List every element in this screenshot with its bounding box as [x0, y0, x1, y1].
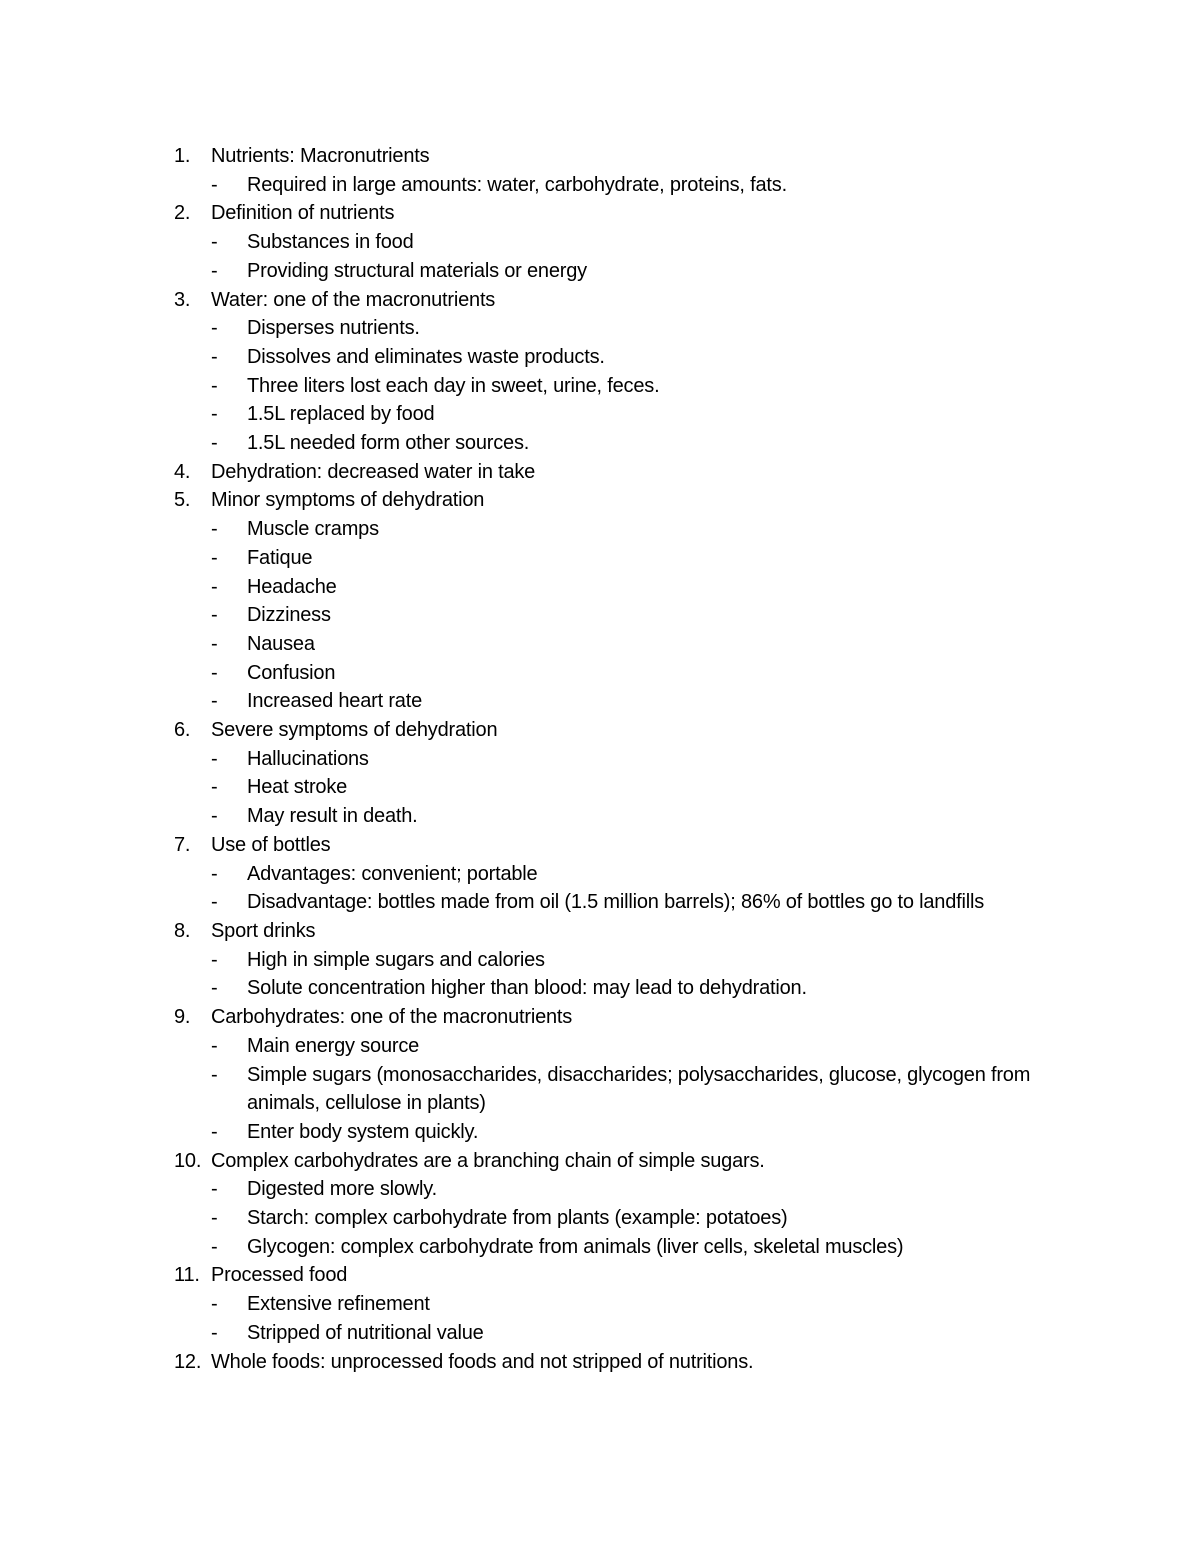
item-text: Carbohydrates: one of the macronutrients — [211, 1006, 573, 1029]
sub-item-text: Heat stroke — [247, 776, 348, 799]
sub-list-item — [174, 687, 1054, 716]
item-text: Whole foods: unprocessed foods and not stripped of nutritions. — [211, 1350, 754, 1373]
sub-item-text: Headache — [247, 575, 337, 598]
sub-list-item — [174, 745, 1054, 774]
sub-list-item — [174, 1204, 1054, 1233]
sub-list-item — [174, 544, 1054, 573]
sub-list-item — [174, 400, 1054, 429]
sub-list-item — [174, 1233, 1054, 1262]
item-number: 12. — [174, 1350, 202, 1373]
list-item-heading — [174, 1003, 1054, 1032]
sub-list-item — [174, 1290, 1054, 1319]
sub-list — [174, 745, 1054, 831]
dash-bullet: - — [211, 805, 218, 828]
sub-item-text: Providing structural materials or energy — [247, 259, 587, 282]
sub-list-item — [174, 601, 1054, 630]
sub-list-item — [174, 802, 1054, 831]
list-item — [174, 458, 1054, 487]
list-item-heading — [174, 1348, 1054, 1377]
item-number: 3. — [174, 288, 191, 311]
sub-list-item — [174, 372, 1054, 401]
sub-list — [174, 314, 1054, 458]
dash-bullet: - — [211, 317, 218, 340]
sub-list-item — [174, 1032, 1054, 1061]
sub-list-item — [174, 573, 1054, 602]
dash-bullet: - — [211, 1293, 218, 1316]
dash-bullet: - — [211, 259, 218, 282]
sub-item-text: 1.5L needed form other sources. — [247, 432, 530, 455]
list-item — [174, 831, 1054, 917]
sub-item-text: High in simple sugars and calories — [247, 948, 545, 971]
list-item — [174, 142, 1054, 199]
dash-bullet: - — [211, 575, 218, 598]
sub-list-item — [174, 343, 1054, 372]
list-item — [174, 917, 1054, 1003]
dash-bullet: - — [211, 1321, 218, 1344]
sub-item-text: Stripped of nutritional value — [247, 1321, 484, 1344]
item-text: Definition of nutrients — [211, 202, 395, 225]
item-number: 5. — [174, 489, 191, 512]
item-text: Nutrients: Macronutrients — [211, 145, 430, 167]
list-item — [174, 486, 1054, 716]
item-text: Severe symptoms of dehydration — [211, 719, 498, 742]
list-item — [174, 1003, 1054, 1147]
sub-item-text: Extensive refinement — [247, 1293, 430, 1316]
dash-bullet: - — [211, 403, 218, 426]
sub-item-text: Starch: complex carbohydrate from plants (example: potatoes) — [247, 1207, 788, 1230]
sub-item-text: Disadvantage: bottles made from oil (1.5 million barrels); 86% of bottles go to landfills — [247, 891, 985, 914]
dash-bullet: - — [211, 1034, 218, 1057]
item-number: 11. — [174, 1264, 200, 1287]
item-text: Dehydration: decreased water in take — [211, 460, 536, 483]
sub-item-text: Confusion — [247, 661, 336, 684]
sub-item-text: Disperses nutrients. — [247, 317, 420, 340]
item-number: 2. — [174, 202, 191, 225]
list-item-heading — [174, 458, 1054, 487]
dash-bullet: - — [211, 747, 218, 770]
sub-item-text: Increased heart rate — [247, 690, 422, 713]
item-number: 9. — [174, 1006, 191, 1029]
sub-item-text: Enter body system quickly. — [247, 1120, 479, 1143]
sub-list-item — [174, 171, 1054, 200]
sub-list — [174, 228, 1054, 285]
item-text: Processed food — [211, 1264, 348, 1287]
item-number: 1. — [174, 145, 191, 167]
list-item-heading — [174, 917, 1054, 946]
sub-list — [174, 171, 1054, 200]
sub-list — [174, 1290, 1054, 1347]
dash-bullet: - — [211, 1120, 218, 1143]
sub-list-item — [174, 1118, 1054, 1147]
sub-list-item — [174, 515, 1054, 544]
item-number: 6. — [174, 719, 191, 742]
sub-item-text: Digested more slowly. — [247, 1178, 437, 1201]
dash-bullet: - — [211, 604, 218, 627]
dash-bullet: - — [211, 690, 218, 713]
sub-list-item — [174, 659, 1054, 688]
sub-item-text: Muscle cramps — [247, 518, 379, 541]
sub-list-item — [174, 860, 1054, 889]
dash-bullet: - — [211, 891, 218, 914]
list-item — [174, 286, 1054, 458]
sub-list-item — [174, 946, 1054, 975]
list-item — [174, 1147, 1054, 1262]
dash-bullet: - — [211, 632, 218, 655]
dash-bullet: - — [211, 1235, 218, 1258]
dash-bullet: - — [211, 862, 218, 885]
dash-bullet: - — [211, 231, 218, 254]
sub-item-text: Fatique — [247, 546, 313, 569]
dash-bullet: - — [211, 661, 218, 684]
dash-bullet: - — [211, 374, 218, 397]
sub-list-item — [174, 429, 1054, 458]
item-number: 10. — [174, 1149, 202, 1172]
item-number: 7. — [174, 833, 191, 856]
item-number: 8. — [174, 919, 191, 942]
sub-item-text: Nausea — [247, 632, 315, 655]
dash-bullet: - — [211, 345, 218, 368]
dash-bullet: - — [211, 776, 218, 799]
sub-item-text: Main energy source — [247, 1034, 420, 1057]
sub-list — [174, 860, 1054, 917]
sub-list-item — [174, 257, 1054, 286]
sub-list-item — [174, 314, 1054, 343]
dash-bullet: - — [211, 1063, 218, 1086]
sub-list — [174, 515, 1054, 716]
list-item-heading — [174, 142, 1054, 171]
sub-item-text: Hallucinations — [247, 747, 369, 770]
sub-item-text: Dizziness — [247, 604, 331, 627]
list-item-heading — [174, 716, 1054, 745]
sub-item-text: Simple sugars (monosaccharides, disaccharides; polysaccharides, glucose, glycogen from animals, cellulose in plants) — [247, 1063, 1031, 1115]
sub-list — [174, 1032, 1054, 1147]
sub-list-item — [174, 1319, 1054, 1348]
list-item-heading — [174, 831, 1054, 860]
sub-list-item — [174, 1061, 1054, 1118]
dash-bullet: - — [211, 977, 218, 1000]
item-text: Minor symptoms of dehydration — [211, 489, 485, 512]
sub-item-text: Required in large amounts: water, carbohydrate, proteins, fats. — [247, 173, 787, 196]
notes-outline — [174, 142, 1054, 1376]
list-item-heading — [174, 486, 1054, 515]
sub-item-text: Substances in food — [247, 231, 414, 254]
list-item-heading — [174, 286, 1054, 315]
sub-list-item — [174, 228, 1054, 257]
sub-list — [174, 1175, 1054, 1261]
item-text: Complex carbohydrates are a branching chain of simple sugars. — [211, 1149, 765, 1172]
dash-bullet: - — [211, 1207, 218, 1230]
dash-bullet: - — [211, 432, 218, 455]
dash-bullet: - — [211, 518, 218, 541]
dash-bullet: - — [211, 173, 218, 196]
list-item — [174, 199, 1054, 285]
sub-item-text: May result in death. — [247, 805, 418, 828]
list-item — [174, 1261, 1054, 1347]
dash-bullet: - — [211, 948, 218, 971]
sub-list — [174, 946, 1054, 1003]
sub-list-item — [174, 888, 1054, 917]
list-item — [174, 1348, 1054, 1377]
sub-item-text: Advantages: convenient; portable — [247, 862, 538, 885]
dash-bullet: - — [211, 546, 218, 569]
item-text: Sport drinks — [211, 919, 316, 942]
list-item — [174, 716, 1054, 831]
sub-item-text: Dissolves and eliminates waste products. — [247, 345, 605, 368]
item-text: Use of bottles — [211, 833, 331, 856]
list-item-heading — [174, 1261, 1054, 1290]
sub-list-item — [174, 773, 1054, 802]
dash-bullet: - — [211, 1178, 218, 1201]
sub-item-text: Glycogen: complex carbohydrate from animals (liver cells, skeletal muscles) — [247, 1235, 904, 1258]
sub-item-text: 1.5L replaced by food — [247, 403, 435, 426]
sub-item-text: Solute concentration higher than blood: may lead to dehydration. — [247, 977, 807, 1000]
item-text: Water: one of the macronutrients — [211, 288, 496, 311]
sub-list-item — [174, 974, 1054, 1003]
sub-list-item — [174, 1175, 1054, 1204]
sub-list-item — [174, 630, 1054, 659]
sub-item-text: Three liters lost each day in sweet, urine, feces. — [247, 374, 660, 397]
list-item-heading — [174, 1147, 1054, 1176]
list-item-heading — [174, 199, 1054, 228]
item-number: 4. — [174, 460, 191, 483]
